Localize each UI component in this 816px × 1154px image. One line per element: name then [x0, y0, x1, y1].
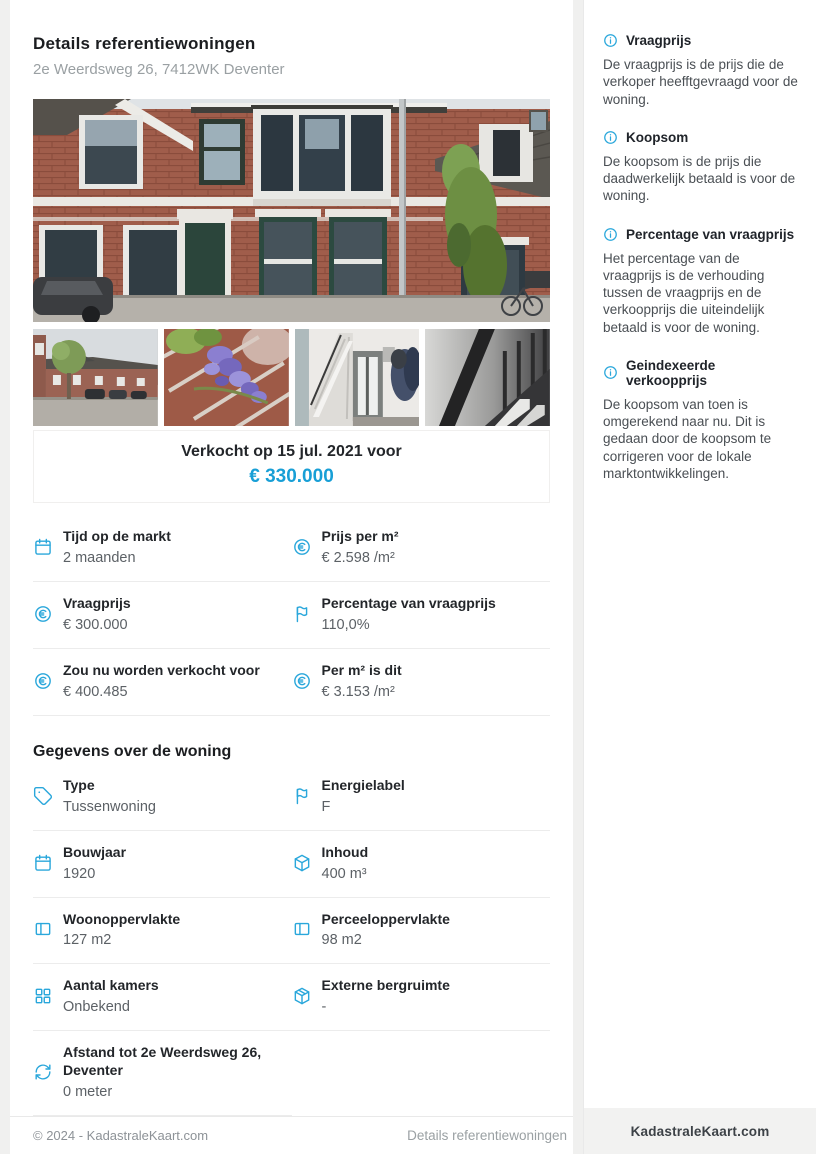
info-circle-icon	[603, 365, 618, 380]
flag-icon	[292, 786, 312, 806]
stat-label: Percentage van vraagprijs	[321, 594, 496, 611]
woning-label: Afstand tot 2e Weerdsweg 26, Deventer	[63, 1044, 262, 1079]
thumbnail-staircase-photo[interactable]	[425, 329, 550, 426]
woning-living-area	[33, 898, 292, 965]
main-footer	[10, 1116, 573, 1154]
stat-time-on-market	[33, 515, 292, 582]
sidebar-item-title: Geindexeerde verkoopprijs	[626, 357, 716, 388]
woning-external-storage	[292, 964, 551, 1031]
thumbnail-hallway-photo[interactable]	[295, 329, 420, 426]
split-square-icon	[292, 919, 312, 939]
sidebar-item-title: Vraagprijs	[626, 33, 692, 48]
stat-would-sell-for	[33, 649, 292, 716]
sidebar-item-text: De koopsom van toen is omgerekend naar nu. Dit is gedaan door de koopsom te corrigeren voor de lokale marktontwikkelingen.	[603, 396, 772, 481]
stat-label: Tijd op de markt	[63, 528, 171, 544]
euro-circle-icon	[292, 537, 312, 557]
spacer	[584, 504, 816, 1108]
stat-label: Vraagprijs	[63, 594, 131, 611]
woning-volume	[292, 831, 551, 898]
sidebar-item-text: De koopsom is de prijs die daadwerkelijk betaald is voor de woning.	[603, 153, 796, 204]
sidebar-item-percentage	[603, 227, 798, 336]
tag-icon	[33, 786, 53, 806]
sold-banner	[33, 430, 550, 503]
main-content-inner	[10, 0, 573, 1116]
woning-value: F	[321, 798, 331, 815]
page-subtitle: 2e Weerdsweg 26, 7412WK Deventer	[33, 61, 285, 78]
woning-type	[33, 764, 292, 831]
sidebar-item-title: Koopsom	[626, 129, 689, 145]
sidebar-item-title: Percentage van vraagprijs	[626, 226, 795, 242]
woning-value: -	[321, 999, 327, 1016]
stat-value: € 400.485	[63, 683, 128, 700]
cube-icon	[292, 853, 312, 873]
info-circle-icon	[603, 33, 618, 48]
woning-value: 0 meter	[63, 1084, 113, 1101]
split-square-icon	[33, 919, 53, 939]
sidebar-item-text: Het percentage van de vraagprijs is de verhouding tussen de vraagprijs en de verkoopprijs die uiteindelijk betaald is voor de woning.	[603, 250, 765, 335]
woning-label: Type	[63, 776, 95, 793]
euro-circle-icon	[292, 671, 312, 691]
stat-per-m2-now	[292, 649, 551, 716]
main-content	[10, 0, 573, 1154]
sidebar-footer	[584, 1108, 816, 1154]
stat-pct-of-asking	[292, 582, 551, 649]
woning-value: 127 m2	[63, 932, 112, 949]
woning-label: Bouwjaar	[63, 843, 127, 860]
woning-distance	[33, 1031, 292, 1116]
stat-price-per-m2	[292, 515, 551, 582]
thumbnail-row	[33, 329, 550, 426]
woning-rooms	[33, 964, 292, 1031]
flag-icon	[292, 604, 312, 624]
woning-value: Tussenwoning	[63, 798, 156, 815]
woning-label: Externe bergruimte	[321, 977, 450, 994]
stat-label: Per m² is dit	[321, 661, 402, 678]
euro-circle-icon	[33, 671, 53, 691]
stats-grid	[33, 515, 550, 716]
stat-value: € 3.153 /m²	[321, 683, 395, 700]
stat-label: Zou nu worden verkocht voor	[63, 661, 260, 678]
stat-value: 2 maanden	[63, 549, 136, 566]
calendar-icon	[33, 853, 53, 873]
sidebar-item-koopsom	[603, 130, 798, 205]
footer-page-label: Details referentiewoningen	[407, 1128, 567, 1144]
page-title: Details referentiewoningen	[33, 34, 256, 53]
swap-icon	[33, 1062, 53, 1082]
section-heading-woning: Gegevens over de woning	[33, 742, 232, 760]
woning-build-year	[33, 831, 292, 898]
sidebar-item-geindexeerde	[603, 358, 798, 482]
sidebar-items	[584, 0, 816, 504]
footer-copyright: © 2024 - KadastraleKaart.com	[33, 1128, 209, 1144]
woning-label: Inhoud	[321, 843, 369, 860]
euro-circle-icon	[33, 604, 53, 624]
woning-label: Perceeloppervlakte	[321, 910, 450, 927]
info-sidebar	[583, 0, 816, 1154]
package-icon	[292, 986, 312, 1006]
stat-value: € 2.598 /m²	[321, 549, 395, 566]
info-circle-icon	[603, 130, 618, 145]
sold-date-text: Verkocht op 15 jul. 2021 voor	[181, 443, 402, 460]
stat-label: Prijs per m²	[321, 528, 399, 544]
woning-grid	[33, 764, 550, 1116]
footer-brand-link[interactable]: KadastraleKaart.com	[630, 1123, 770, 1139]
sidebar-item-text: De vraagprijs is de prijs die de verkoper heefftgevraagd voor de woning.	[603, 57, 798, 107]
thumbnail-flower-photo[interactable]	[164, 329, 289, 426]
woning-energy-label	[292, 764, 551, 831]
woning-value: Onbekend	[63, 999, 130, 1016]
info-circle-icon	[603, 227, 618, 242]
stat-value: 110,0%	[321, 616, 370, 633]
grid-icon	[33, 986, 53, 1006]
sold-price: € 330.000	[249, 466, 334, 487]
stat-asking-price	[33, 582, 292, 649]
woning-label: Energielabel	[321, 776, 405, 793]
sidebar-item-vraagprijs	[603, 33, 798, 108]
thumbnail-street-photo[interactable]	[33, 329, 158, 426]
main-photo[interactable]	[33, 99, 550, 322]
woning-value: 400 m³	[321, 865, 367, 882]
woning-label: Woonoppervlakte	[63, 910, 181, 927]
woning-value: 1920	[63, 865, 96, 882]
woning-value: 98 m2	[321, 932, 362, 949]
stat-value: € 300.000	[63, 616, 128, 633]
woning-plot-area	[292, 898, 551, 965]
woning-label: Aantal kamers	[63, 977, 159, 994]
calendar-icon	[33, 537, 53, 557]
